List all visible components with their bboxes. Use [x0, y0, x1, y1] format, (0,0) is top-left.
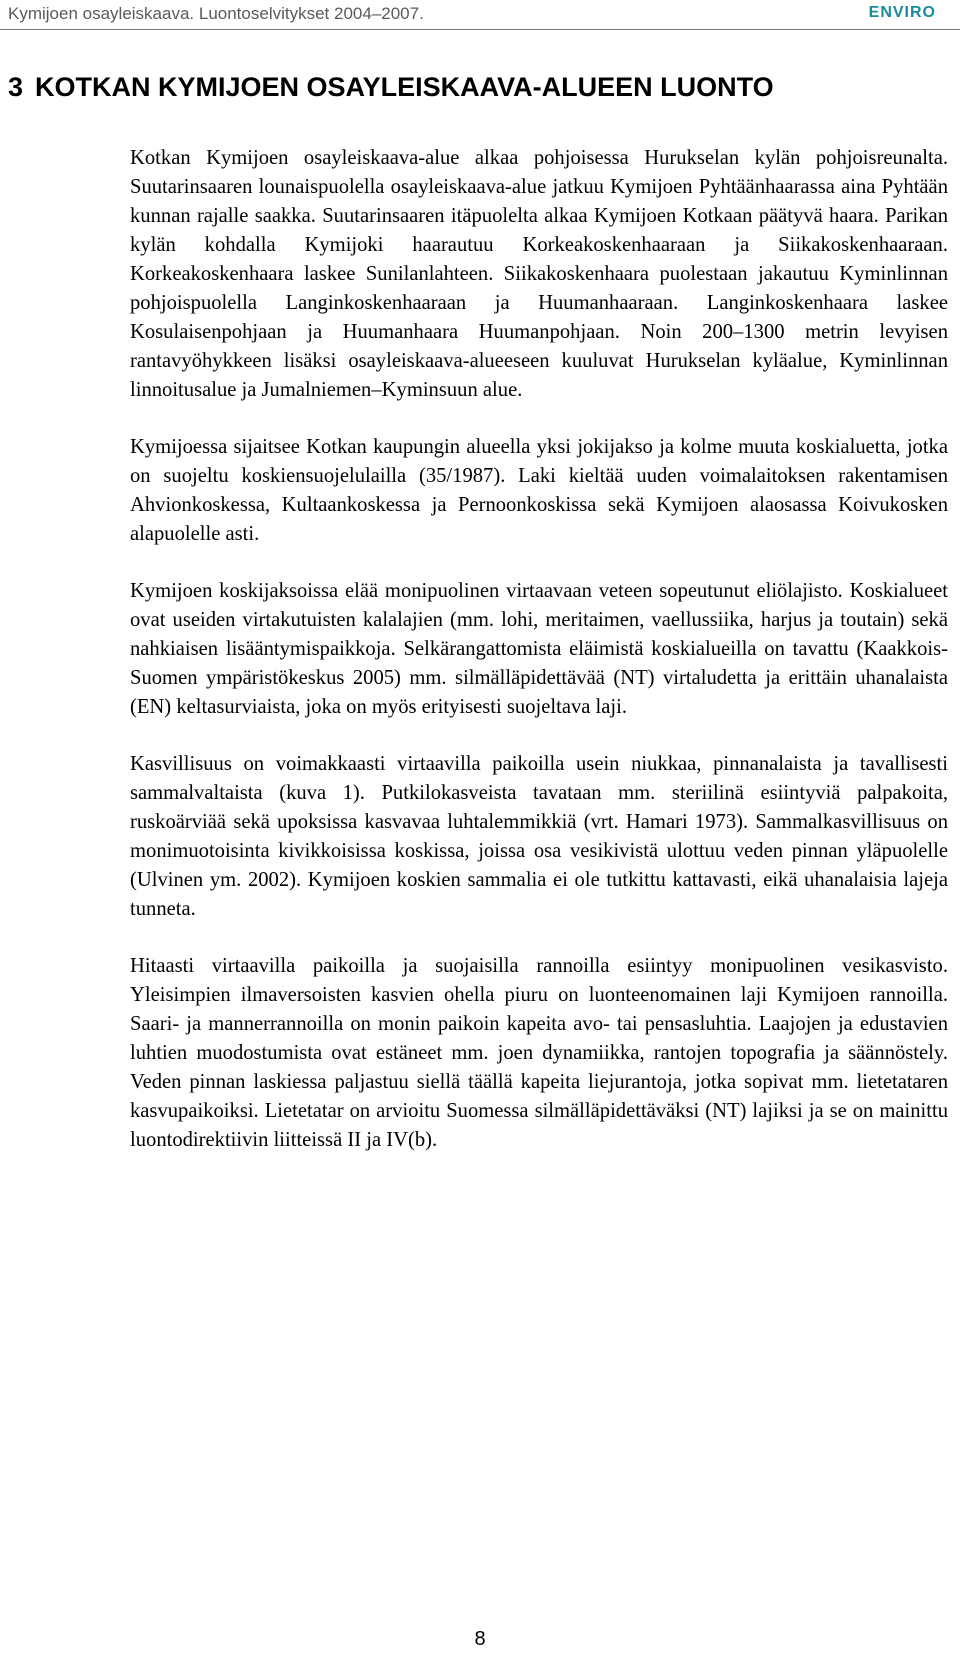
enviro-logo: ENVIRO — [868, 4, 936, 21]
chapter-number: 3 — [8, 72, 24, 102]
chapter-title: KOTKAN KYMIJOEN OSAYLEISKAAVA-ALUEEN LUONTO — [35, 72, 774, 102]
header-title: Kymijoen osayleiskaava. Luontoselvitykset 2004–2007. — [8, 4, 424, 23]
paragraph-rapids-fauna: Kymijoen koskijaksoissa elää monipuolinen virtaavaan veteen sopeutunut eliölajisto. Koskialueet ovat useiden virtakutuisten kalalajien (mm. lohi, meritaimen, vaellussiika, harjus ja toutain) sekä nahkiaisen lisääntymispaikkoja. Selkärangattomista eläimistä koskialueilla on tavattu (Kaakkois-Suomen ympäristökeskus 2005) mm. silmälläpidettävää (NT) virtaludetta ja erittäin uhanalaista (EN) keltasurviaista, joka on myös erityisesti suojeltava laji. — [130, 580, 948, 718]
paragraph-rapids-vegetation: Kasvillisuus on voimakkaasti virtaavilla paikoilla usein niukkaa, pinnanalaista ja tavallisesti sammalvaltaista (kuva 1). Putkilokasveista tavataan mm. steriilinä esiintyviä palpakoita, ruskoärviää sekä upoksissa kasvavaa luhtalemmikkiä (vrt. Hamari 1973). Sammalkasvillisuus on monimuotoisinta kivikkoisissa koskissa, joissa osa vesikivistä ulottuu veden pinnan yläpuolelle (Ulvinen ym. 2002). Kymijoen koskien sammalia ei ole tutkittu kattavasti, eikä uhanalaisia lajeja tunneta. — [130, 753, 948, 920]
paragraph-river-area: Kotkan Kymijoen osayleiskaava-alue alkaa pohjoisessa Hurukselan kylän pohjoisreunalta. Suutarinsaaren lounaispuolella osayleiskaava-alue jatkuu Kymijoen Pyhtäänhaarassa aina Pyhtään kunnan rajalle saakka. Suutarinsaaren itäpuolelta alkaa Kymijoen Kotkaan päätyvä haara. Parikan kylän kohdalla Kymijoki haarautuu Korkeakoskenhaaraan ja Siikakoskenhaaraan. Korkeakoskenhaara laskee Sunilanlahteen. Siikakoskenhaara puolestaan jakautuu Kyminlinnan pohjoispuolella Langinkoskenhaaraan ja Huumanhaaraan. Langinkoskenhaara laskee Kosulaisenpohjaan ja Huumanhaara Huumanpohjaan. Noin 200–1300 metrin levyisen rantavyöhykkeen lisäksi osayleiskaava-alueeseen kuuluvat Hurukselan kyläalue, Kyminlinnan linnoitusalue ja Jumalniemen–Kyminsuun alue. — [130, 147, 948, 401]
paragraph-rapids-protection: Kymijoessa sijaitsee Kotkan kaupungin alueella yksi jokijakso ja kolme muuta koskialuetta, jotka on suojeltu koskiensuojelulailla (35/1987). Laki kieltää uuden voimalaitoksen rakentamisen Ahvionkoskessa, Kultaankoskessa ja Pernoonkoskissa sekä Kymijoen alaosassa Koivukosken alapuolelle asti. — [130, 436, 948, 545]
page-number: 8 — [474, 1628, 486, 1650]
page-header — [0, 0, 960, 32]
header-divider — [0, 29, 960, 30]
chapter-heading — [8, 72, 774, 103]
paragraph-shore-vegetation: Hitaasti virtaavilla paikoilla ja suojaisilla rannoilla esiintyy monipuolinen vesikasvisto. Yleisimpien ilmaversoisten kasvien ohella piuru on luonteenomainen laji Kymijoen rannoilla. Saari- ja mannerrannoilla on monin paikoin kapeita avo- tai pensasluhtia. Laajojen ja edustavien luhtien muodostumista ovat estäneet mm. joen dynamiikka, rantojen topografia ja säännöstely. Veden pinnan laskiessa paljastuu siellä täällä kapeita liejurantoja, jotka sopivat mm. lietetataren kasvupaikoiksi. Lietetatar on arvioitu Suomessa silmälläpidettäväksi (NT) lajiksi ja se on mainittu luontodirektiivin liitteissä II ja IV(b). — [130, 955, 948, 1151]
body-text — [130, 144, 948, 1183]
